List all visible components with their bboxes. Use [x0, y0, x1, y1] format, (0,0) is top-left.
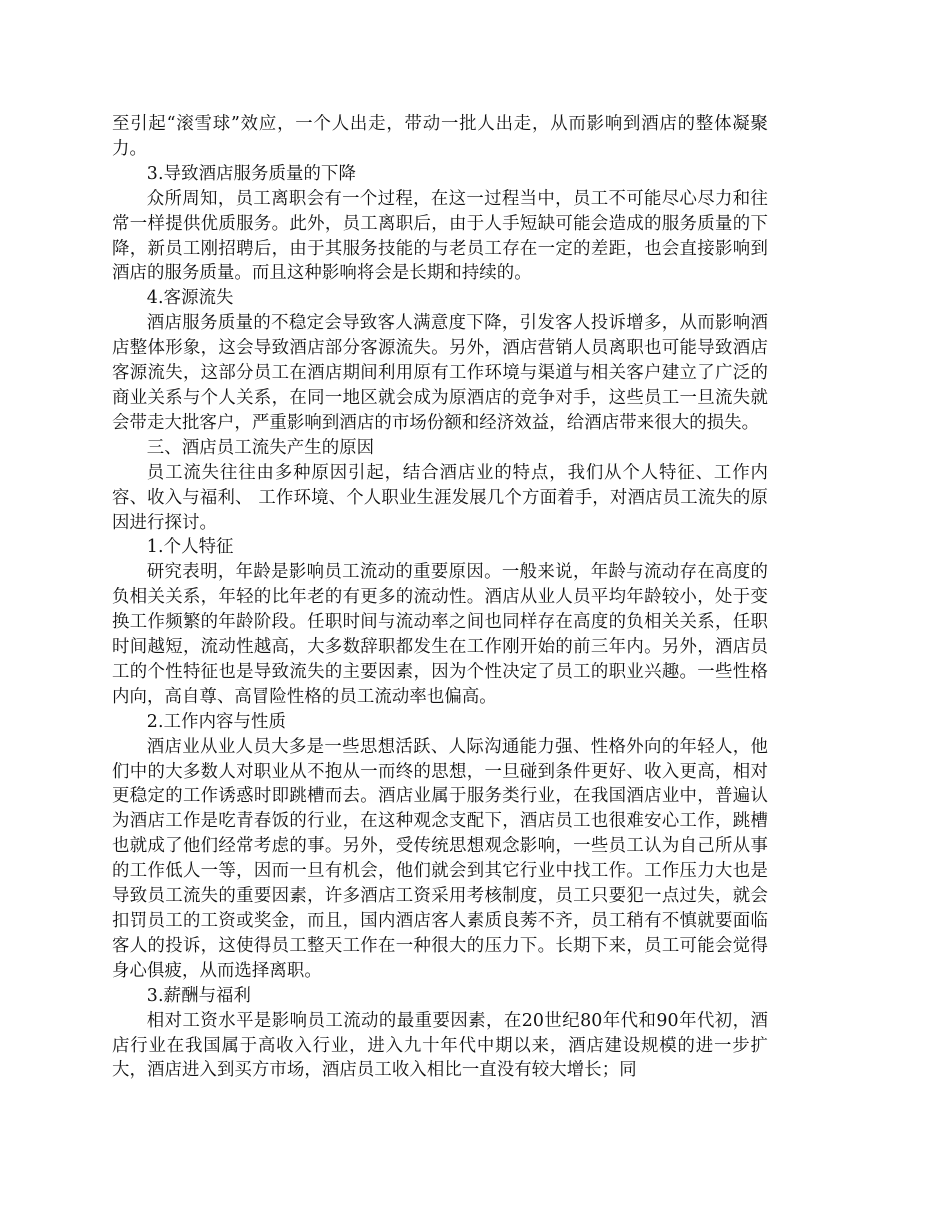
- paragraph-service-quality: 众所周知，员工离职会有一个过程，在这一过程当中，员工不可能尽心尽力和往常一样提供优质服务。此外，员工离职后，由于人手短缺可能会造成的服务质量的下降，新员工刚招聘后，由于其服务技能的与老员工存在一定的差距，也会直接影响到酒店的服务质量。而且这种影响将会是长期和持续的。: [112, 188, 768, 284]
- section-heading-customer-loss: 4.客源流失: [146, 288, 234, 309]
- section-heading-salary-benefits: 3.薪酬与福利: [146, 985, 252, 1006]
- section-heading-personal-traits: 1.个人特征: [146, 537, 234, 558]
- paragraph-causes-intro: 员工流失往往由多种原因引起，结合酒店业的特点，我们从个人特征、工作内容、收入与福利、 工作环境、个人职业生涯发展几个方面着手，对酒店员工流失的原因进行探讨。: [112, 462, 768, 533]
- paragraph-continuation: 至引起“滚雪球”效应，一个人出走，带动一批人出走，从而影响到酒店的整体凝聚力。: [112, 114, 768, 159]
- document-page: [112, 112, 768, 1083]
- paragraph-salary-benefits: 相对工资水平是影响员工流动的最重要因素，在20世纪80年代和90年代初，酒店行业在我国属于高收入行业，进入九十年代中期以来，酒店建设规模的进一步扩大，酒店进入到买方市场，酒店员工收入相比一直没有较大增长；同: [112, 1010, 768, 1081]
- paragraph-job-content: 酒店业从业人员大多是一些思想活跃、人际沟通能力强、性格外向的年轻人，他们中的大多数人对职业从不抱从一而终的思想，一旦碰到条件更好、收入更高，相对更稳定的工作诱惑时即跳槽而去。酒店业属于服务类行业，在我国酒店业中，普遍认为酒店工作是吃青春饭的行业，在这种观念支配下，酒店员工也很难安心工作，跳槽也就成了他们经常考虑的事。另外，受传统思想观念影响，一些员工认为自己所从事的工作低人一等，因而一旦有机会，他们就会到其它行业中找工作。工作压力大也是导致员工流失的重要因素，许多酒店工资采用考核制度，员工只要犯一点过失，就会扣罚员工的工资或奖金，而且，国内酒店客人素质良莠不齐，员工稍有不慎就要面临客人的投诉，这使得员工整天工作在一种很大的压力下。长期下来，员工可能会觉得身心俱疲，从而选择离职。: [112, 736, 768, 981]
- section-heading-causes: 三、酒店员工流失产生的原因: [146, 437, 375, 458]
- paragraph-personal-traits: 研究表明，年龄是影响员工流动的重要原因。一般来说，年龄与流动存在高度的负相关关系，年轻的比年老的有更多的流动性。酒店从业人员平均年龄较小，处于变换工作频繁的年龄阶段。任职时间与流动率之间也同样存在高度的负相关关系，任职时间越短，流动性越高，大多数辞职都发生在工作刚开始的前三年内。另外，酒店员工的个性特征也是导致流失的主要因素，因为个性决定了员工的职业兴趣。一些性格内向，高自尊、高冒险性格的员工流动率也偏高。: [112, 562, 768, 707]
- paragraph-customer-loss: 酒店服务质量的不稳定会导致客人满意度下降，引发客人投诉增多，从而影响酒店整体形象，这会导致酒店部分客源流失。另外，酒店营销人员离职也可能导致酒店客源流失，这部分员工在酒店期间利用原有工作环境与渠道与相关客户建立了广泛的商业关系与个人关系，在同一地区就会成为原酒店的竞争对手，这些员工一旦流失就会带走大批客户，严重影响到酒店的市场份额和经济效益，给酒店带来很大的损失。: [112, 313, 768, 433]
- section-heading-job-content: 2.工作内容与性质: [146, 711, 287, 732]
- section-heading-service-quality: 3.导致酒店服务质量的下降: [146, 163, 356, 184]
